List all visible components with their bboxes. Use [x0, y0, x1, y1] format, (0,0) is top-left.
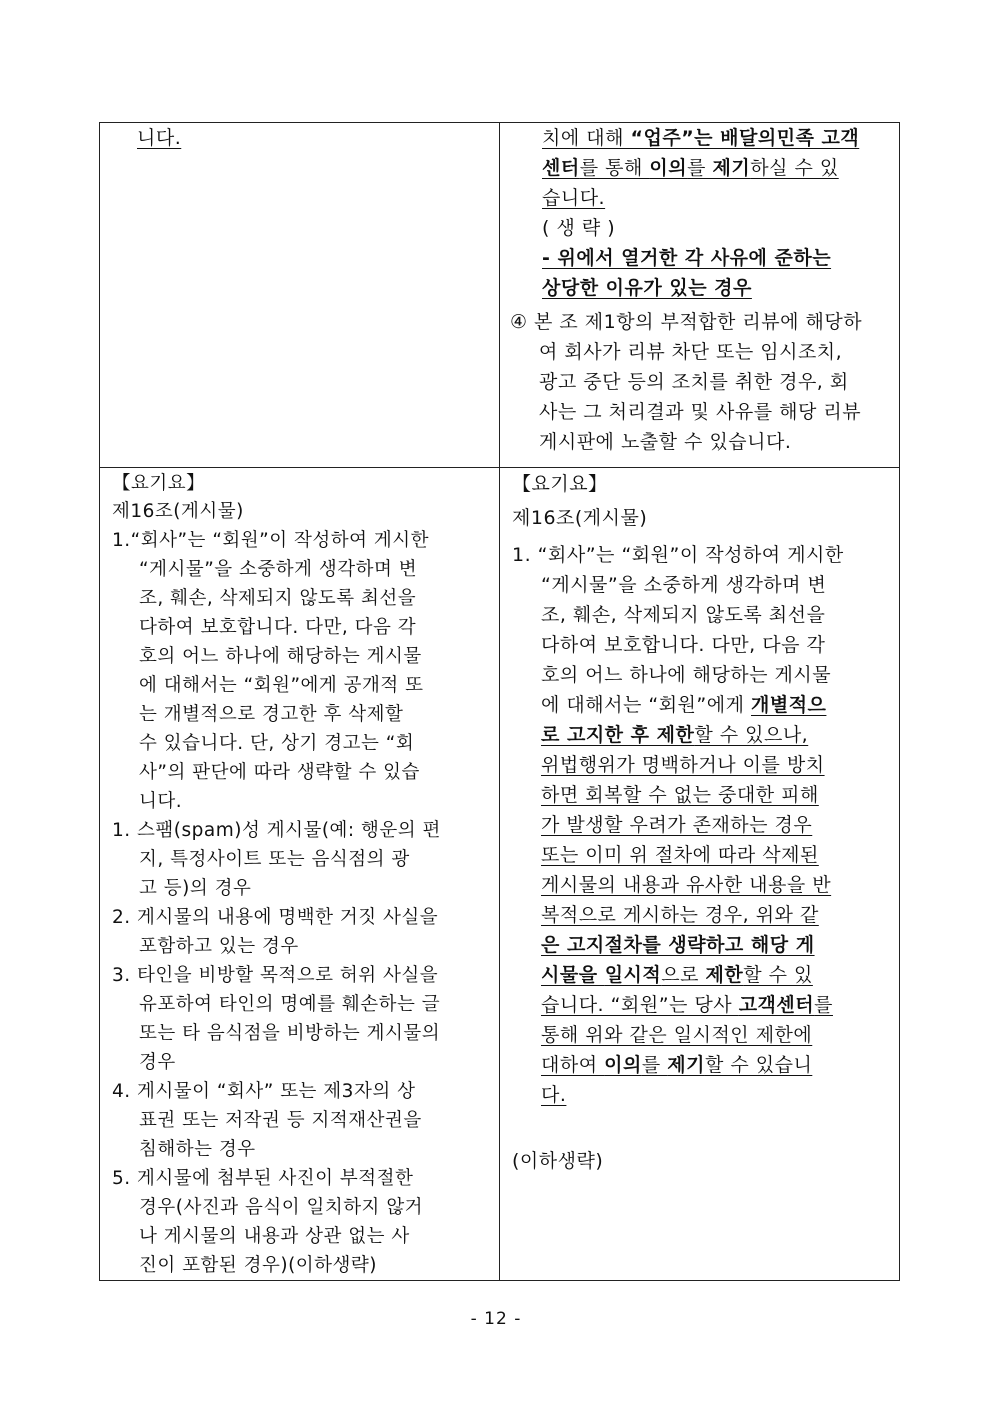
text-segment: 으로 — [661, 964, 706, 986]
text-line — [112, 584, 491, 613]
text-segment: “게시물”을 소중하게 생각하며 변 — [139, 559, 418, 580]
text-segment: 호의 어느 하나에 해당하는 게시물 — [541, 664, 832, 686]
text-segment: 제기 — [667, 1054, 705, 1076]
text-line — [112, 555, 491, 584]
text-segment: 치에 대해 — [542, 127, 631, 149]
table-row — [100, 468, 900, 1281]
page-number: - 12 - — [470, 1309, 522, 1329]
cell-right-top — [500, 123, 900, 468]
text-segment: 은 고지절차를 생략하고 해당 게 — [541, 934, 815, 956]
text-segment: 할 수 있 — [743, 964, 813, 986]
text-segment: 본 조 제1항의 부적합한 리뷰에 해당하 — [534, 311, 863, 333]
text-segment: 다하여 보호합니다. 다만, 다음 각 — [139, 617, 417, 638]
text-line — [512, 720, 891, 750]
text-segment: 습니다. — [542, 187, 606, 209]
text-segment: 를 — [814, 994, 833, 1016]
section-heading: 【요기요】 — [512, 473, 608, 495]
text-line — [112, 700, 491, 729]
text-segment: 1.“회사”는 “회원”이 작성하여 게시한 — [112, 530, 429, 551]
text-segment: 통해 위와 같은 일시적인 제한에 — [541, 1024, 813, 1046]
text-line — [512, 1146, 891, 1176]
text-segment: 습니다. “회원”는 당사 — [541, 994, 739, 1016]
text-segment: 조, 훼손, 삭제되지 않도록 최선을 — [139, 588, 417, 609]
text-segment: 포함하고 있는 경우 — [139, 936, 299, 957]
text-line — [512, 900, 891, 930]
text-segment: 일시적 — [604, 964, 662, 986]
text-line — [112, 903, 491, 932]
text-line — [512, 750, 891, 780]
text-line — [112, 1077, 491, 1106]
comparison-table — [99, 122, 900, 1281]
text-line — [112, 1164, 491, 1193]
text-segment: 대하여 — [541, 1054, 605, 1076]
text-line — [512, 780, 891, 810]
text-segment: 를 — [687, 157, 713, 179]
text-segment: 게시물의 내용과 유사한 내용을 반 — [541, 874, 832, 896]
cell-left-top — [100, 123, 500, 468]
text-segment: 할 수 있습니 — [704, 1054, 813, 1076]
text-line — [542, 243, 889, 273]
text-line — [112, 1251, 491, 1280]
text-line — [512, 1050, 891, 1080]
text-segment: 5. 게시물에 첨부된 사진이 부적절한 — [112, 1168, 414, 1189]
text-line — [512, 570, 891, 600]
text-line — [112, 845, 491, 874]
text-line — [112, 498, 491, 526]
text-line — [112, 671, 491, 700]
text-segment: 상당한 이유가 있는 경우 — [542, 277, 752, 299]
text-segment: 여 회사가 리뷰 차단 또는 임시조치, — [539, 341, 843, 363]
text-line — [112, 1106, 491, 1135]
text-segment: 이의 — [604, 1054, 642, 1076]
text-segment: 사는 그 처리결과 및 사유를 해당 리뷰 — [539, 401, 862, 423]
cell-right-bottom — [500, 468, 900, 1281]
text-line — [112, 1048, 491, 1077]
text-segment: (이하생략) — [512, 1150, 604, 1172]
article-title: 제16조(게시물) — [112, 501, 244, 522]
text-segment: 지, 특정사이트 또는 음식점의 광 — [139, 849, 410, 870]
text-line — [512, 870, 891, 900]
text-line — [510, 337, 889, 367]
text-line — [510, 397, 889, 427]
text-segment: 2. 게시물의 내용에 명백한 거짓 사실을 — [112, 907, 439, 928]
text-segment: 고객센터 — [738, 994, 815, 1016]
text-segment: 수 있습니다. 단, 상기 경고는 “회 — [139, 733, 415, 754]
text-segment: 에 대해서는 “회원”에게 — [541, 694, 751, 716]
text-segment: 광고 중단 등의 조치를 취한 경우, 회 — [539, 371, 849, 393]
text-segment: 에 대해서는 “회원”에게 공개적 또 — [139, 675, 424, 696]
text-line — [512, 660, 891, 690]
cell-left-bottom — [100, 468, 500, 1281]
text-segment: 할 수 있으나, — [694, 724, 809, 746]
text-line — [510, 367, 889, 397]
text-line — [512, 960, 891, 990]
text-line — [512, 498, 891, 538]
text-segment: 센터 — [542, 157, 580, 179]
text-line — [112, 613, 491, 642]
text-line — [112, 758, 491, 787]
text-line — [542, 213, 889, 243]
text-segment: 또는 이미 위 절차에 따라 삭제된 — [541, 844, 819, 866]
text-line — [542, 183, 889, 213]
text-segment: 나 게시물의 내용과 상관 없는 사 — [139, 1226, 410, 1247]
text-line — [542, 153, 889, 183]
article-title: 제16조(게시물) — [512, 507, 648, 529]
text-line — [512, 990, 891, 1020]
text-segment: 제한 — [705, 964, 744, 986]
text-line — [112, 874, 491, 903]
text-segment: 는 개별적으로 경고한 후 삭제할 — [139, 704, 404, 725]
text-segment: 를 통해 — [579, 157, 650, 179]
text-segment: 침해하는 경우 — [139, 1139, 256, 1160]
text-segment: 위법행위가 명백하거나 이를 방치 — [541, 754, 825, 776]
table-row — [100, 123, 900, 468]
text-segment: 1. “회사”는 “회원”이 작성하여 게시한 — [512, 544, 844, 566]
text-line — [112, 1222, 491, 1251]
text-segment: 하실 수 있 — [750, 157, 839, 179]
text-line — [112, 816, 491, 845]
text-segment: 가 발생할 우려가 존재하는 경우 — [541, 814, 813, 836]
text-line — [512, 600, 891, 630]
text-line — [112, 961, 491, 990]
text-segment: 4. 게시물이 “회사” 또는 제3자의 상 — [112, 1081, 416, 1102]
text-line — [112, 1193, 491, 1222]
text-segment: 고 등)의 경우 — [139, 878, 252, 899]
text-segment: 진이 포함된 경우)(이하생략) — [139, 1255, 377, 1276]
text-line — [512, 540, 891, 570]
text-segment: 사”의 판단에 따라 생략할 수 있습 — [139, 762, 420, 783]
text-line — [112, 642, 491, 671]
text-segment: 개별적으 — [751, 694, 827, 716]
text-line — [512, 630, 891, 660]
text-segment: 3. 타인을 비방할 목적으로 허위 사실을 — [112, 965, 439, 986]
text-line — [542, 273, 889, 303]
text-segment: 표권 또는 저작권 등 지적재산권을 — [139, 1110, 422, 1131]
text-segment: 제기 — [712, 157, 751, 179]
text-line — [510, 307, 889, 337]
text-line — [112, 787, 491, 816]
text-segment: 경우 — [139, 1052, 176, 1073]
text-segment: 이의 — [649, 157, 688, 179]
text-line — [112, 470, 491, 498]
text-line — [112, 729, 491, 758]
text-line — [542, 123, 889, 153]
text-line — [112, 932, 491, 961]
text-line — [512, 690, 891, 720]
text-line — [512, 810, 891, 840]
text-segment: ( 생 략 ) — [542, 217, 616, 239]
text-segment: 또는 타 음식점을 비방하는 게시물의 — [139, 1023, 441, 1044]
left-top-text: 니다. — [137, 127, 182, 149]
text-segment: “게시물”을 소중하게 생각하며 변 — [541, 574, 827, 596]
text-line — [512, 1080, 891, 1110]
text-segment: 조, 훼손, 삭제되지 않도록 최선을 — [541, 604, 826, 626]
text-line — [112, 1019, 491, 1048]
text-segment: 다하여 보호합니다. 다만, 다음 각 — [541, 634, 826, 656]
section-heading: 【요기요】 — [112, 473, 206, 494]
text-line — [512, 470, 891, 498]
text-line — [510, 427, 889, 457]
circled-number-marker: ④ — [510, 311, 528, 333]
text-segment: 다. — [541, 1084, 567, 1106]
text-segment: 유포하여 타인의 명예를 훼손하는 글 — [139, 994, 441, 1015]
text-segment: 경우(사진과 음식이 일치하지 않거 — [139, 1197, 424, 1218]
text-line — [137, 123, 499, 153]
text-segment: 1. 스팸(spam)성 게시물(예: 행운의 편 — [112, 820, 441, 841]
text-line — [112, 1135, 491, 1164]
text-segment: 복적으로 게시하는 경우, 위와 같 — [541, 904, 819, 926]
text-line — [512, 930, 891, 960]
text-segment: 시물을 — [541, 964, 605, 986]
text-segment: 호의 어느 하나에 해당하는 게시물 — [139, 646, 422, 667]
text-segment: 를 — [641, 1054, 668, 1076]
text-line — [512, 840, 891, 870]
text-line — [512, 1020, 891, 1050]
text-line — [112, 990, 491, 1019]
text-segment: - 위에서 열거한 각 사유에 준하는 — [542, 247, 832, 269]
text-line — [112, 526, 491, 555]
text-segment: 로 고지한 후 제한 — [541, 724, 695, 746]
text-segment: 니다. — [139, 791, 183, 812]
text-segment: 게시판에 노출할 수 있습니다. — [539, 431, 792, 453]
text-segment: “업주”는 배달의민족 고객 — [630, 127, 860, 149]
text-segment: 하면 회복할 수 없는 중대한 피해 — [541, 784, 819, 806]
